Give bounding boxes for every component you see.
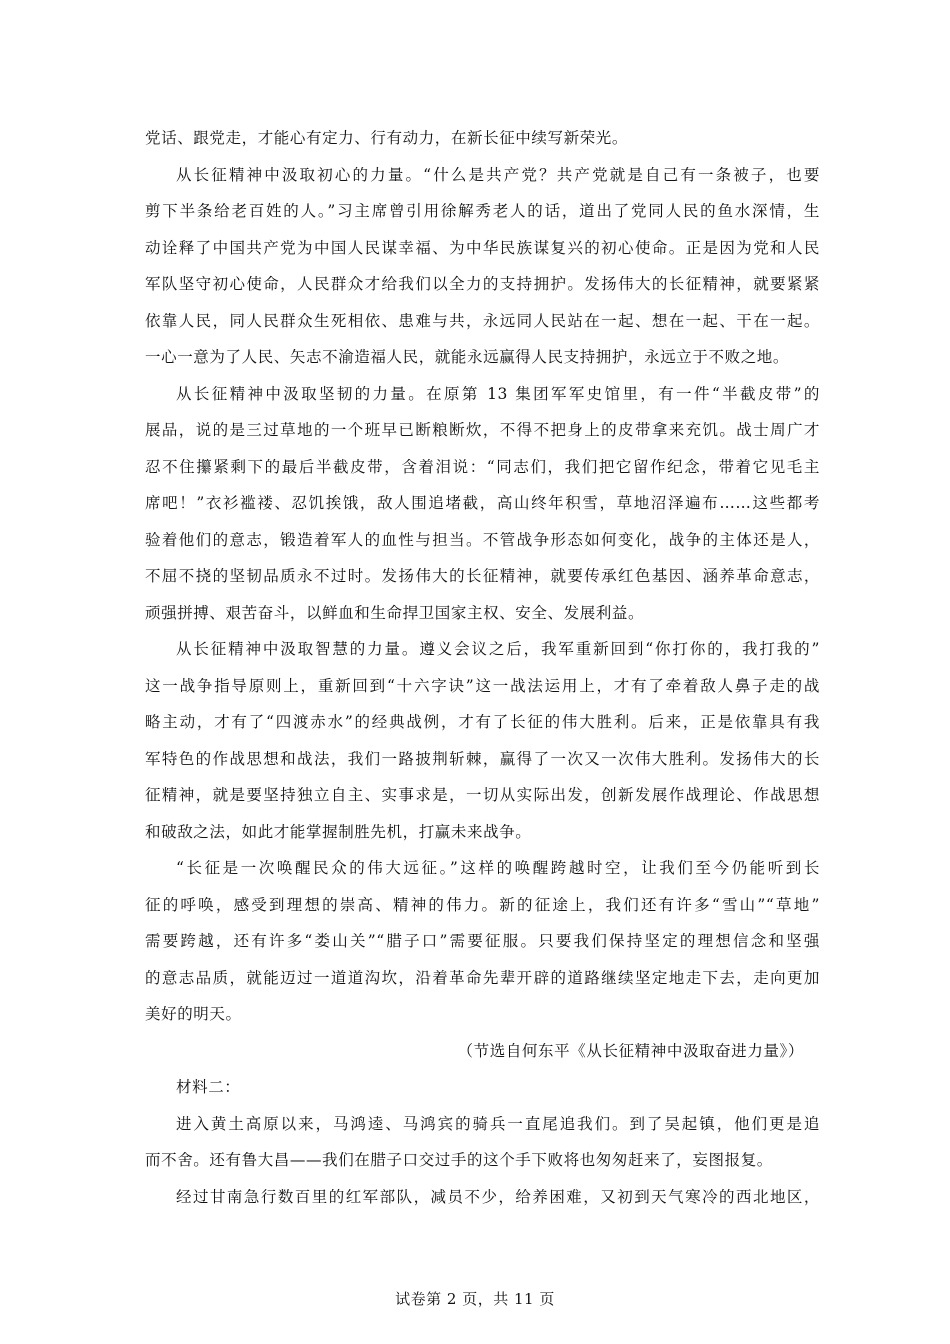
paragraph-line: 验着他们的意志，锻造着军人的血性与担当。不管战争形态如何变化，战争的主体还是人， xyxy=(145,530,820,549)
paragraph-line: 美好的明天。 xyxy=(145,1005,242,1023)
paragraph-line: 和破敌之法，如此才能掌握制胜先机，打赢未来战争。 xyxy=(145,822,532,841)
section-heading: 材料二： xyxy=(176,1078,241,1096)
paragraph-line: 从长征精神中汲取初心的力量。“什么是共产党？共产党就是自己有一条被子，也要 xyxy=(176,165,820,184)
page-footer: 试卷第 2 页，共 11 页 xyxy=(395,1290,555,1308)
source-citation: （节选自何东平《从长征精神中汲取奋进力量》） xyxy=(457,1041,804,1060)
paragraph-line: 展品，说的是三过草地的一个班早已断粮断炊，不得不把身上的皮带拿来充饥。战士周广才 xyxy=(145,421,820,439)
paragraph-line: “长征是一次唤醒民众的伟大远征。”这样的唤醒跨越时空，让我们至今仍能听到长 xyxy=(176,859,820,877)
paragraph-line: 动诠释了中国共产党为中国人民谋幸福、为中华民族谋复兴的初心使命。正是因为党和人民 xyxy=(145,238,820,257)
paragraph-line: 征精神，就是要坚持独立自主、实事求是，一切从实际出发，创新发展作战理论、作战思想 xyxy=(145,786,820,804)
paragraph-line: 而不舍。还有鲁大昌——我们在腊子口交过手的这个手下败将也匆匆赶来了，妄图报复。 xyxy=(145,1151,773,1169)
paragraph-line: 从长征精神中汲取坚韧的力量。在原第 13 集团军军史馆里，有一件“半截皮带”的 xyxy=(176,384,820,403)
paragraph-line: 顽强拼搏、艰苦奋斗，以鲜血和生命捍卫国家主权、安全、发展利益。 xyxy=(145,603,645,622)
paragraph-line: 进入黄土高原以来，马鸿逵、马鸿宾的骑兵一直尾追我们。到了吴起镇，他们更是追 xyxy=(176,1114,820,1133)
paragraph-line: 征的呼唤，感受到理想的崇高、精神的伟力。新的征途上，我们还有许多“雪山”“草地” xyxy=(145,895,820,914)
paragraph-line: 的意志品质，就能迈过一道道沟坎，沿着革命先辈开辟的道路继续坚定地走下去，走向更加 xyxy=(145,968,820,987)
paragraph-line: 略主动，才有了“四渡赤水”的经典战例，才有了长征的伟大胜利。后来，正是依靠具有我 xyxy=(145,713,820,731)
paragraph-line: 席吧！”衣衫褴褛、忍饥挨饿，敌人围追堵截，高山终年积雪，草地沼泽遍布……这些都考 xyxy=(145,494,820,512)
paragraph-line: 一心一意为了人民、矢志不渝造福人民，就能永远赢得人民支持拥护，永远立于不败之地。 xyxy=(145,348,790,366)
paragraph-line: 剪下半条给老百姓的人。”习主席曾引用徐解秀老人的话，道出了党同人民的鱼水深情，生 xyxy=(145,202,820,220)
paragraph-line: 不屈不挠的坚韧品质永不过时。发扬伟大的长征精神，就要传承红色基因、涵养革命意志， xyxy=(145,567,820,585)
paragraph-line: 军队坚守初心使命，人民群众才给我们以全力的支持拥护。发扬伟大的长征精神，就要紧紧 xyxy=(145,275,820,293)
paragraph-line: 忍不住攥紧剩下的最后半截皮带，含着泪说：“同志们，我们把它留作纪念，带着它见毛主 xyxy=(145,457,820,476)
paragraph-line: 依靠人民，同人民群众生死相依、患难与共，永远同人民站在一起、想在一起、干在一起。 xyxy=(145,311,820,330)
paragraph-line: 这一战争指导原则上，重新回到“十六字诀”这一战法运用上，才有了牵着敌人鼻子走的战 xyxy=(145,676,820,695)
paragraph-line: 经过甘南急行数百里的红军部队，减员不少，给养困难，又初到天气寒冷的西北地区， xyxy=(176,1187,820,1206)
paragraph-line: 从长征精神中汲取智慧的力量。遵义会议之后，我军重新回到“你打你的，我打我的” xyxy=(176,640,820,658)
paragraph-line: 需要跨越，还有许多“娄山关”“腊子口”需要征服。只要我们保持坚定的理想信念和坚强 xyxy=(145,932,820,950)
document-body xyxy=(145,120,820,1215)
paragraph-line: 党话、跟党走，才能心有定力、行有动力，在新长征中续写新荣光。 xyxy=(145,129,629,147)
paragraph-line: 军特色的作战思想和战法，我们一路披荆斩棘，赢得了一次又一次伟大胜利。发扬伟大的长 xyxy=(145,749,820,768)
